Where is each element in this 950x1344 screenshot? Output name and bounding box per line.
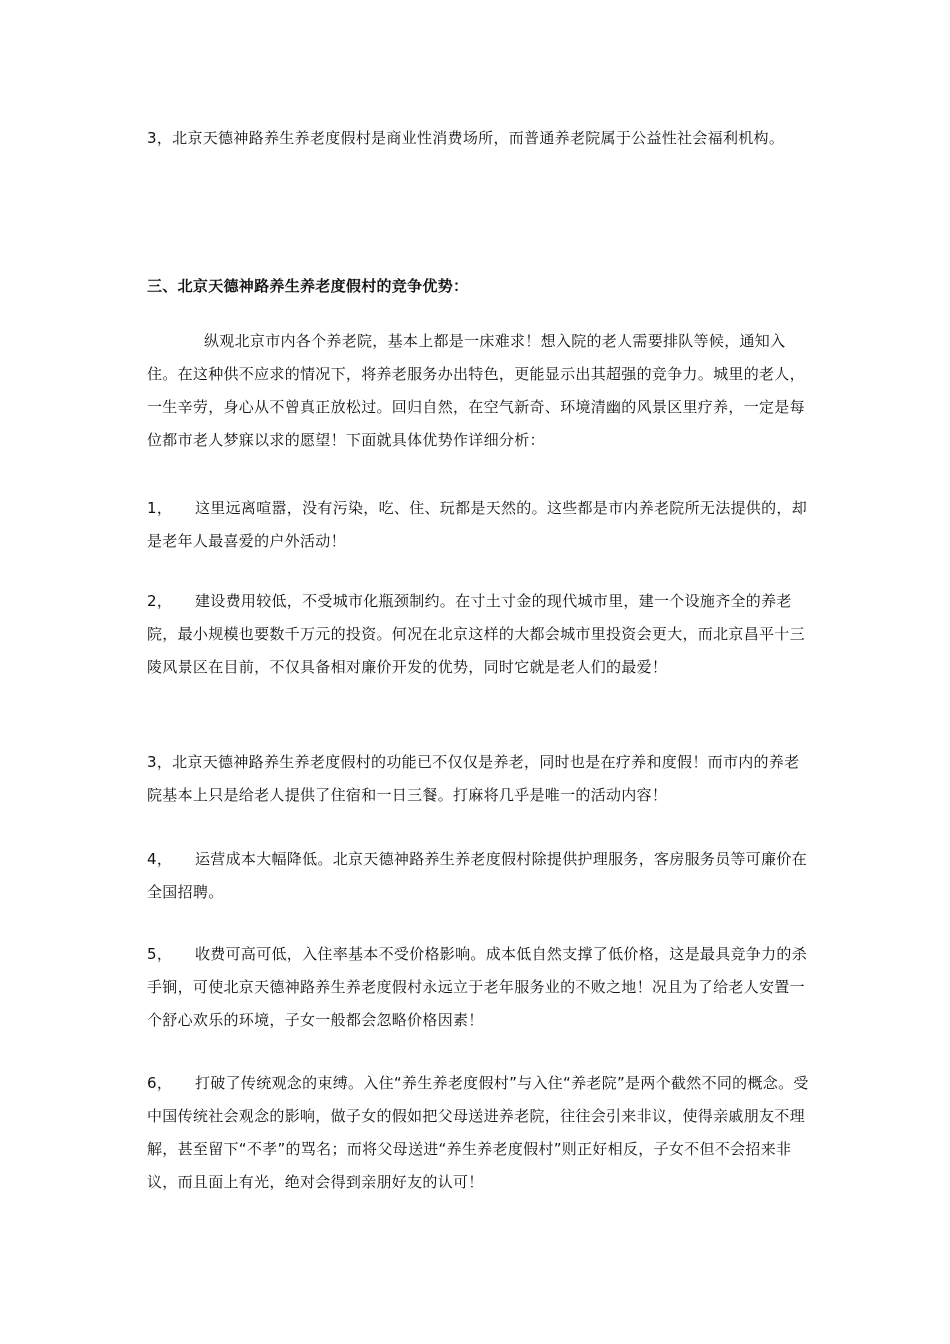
list-item-text: 建设费用较低，不受城市化瓶颈制约。在寸土寸金的现代城市里，建一个设施齐全的养老院，最小规模也要数千万元的投资。何况在北京这样的大都会城市里投资会更大，而北京昌平十三陵风景区在目前，不仅具备相对廉价开发的优势，同时它就是老人们的最爱！ <box>147 592 805 676</box>
list-item-text: 打破了传统观念的束缚。入住“养生养老度假村”与入住“养老院”是两个截然不同的概念。受中国传统社会观念的影响，做子女的假如把父母送进养老院，往往会引来非议，使得亲戚朋友不理解，甚至留下“不孝”的骂名；而将父母送进“养生养老度假村”则正好相反，子女不但不会招来非议，而且面上有光，绝对会得到亲朋好友的认可！ <box>147 1074 809 1191</box>
list-item-number: 4， <box>147 850 173 868</box>
section-heading: 三、北京天德神路养生养老度假村的竞争优势： <box>147 277 469 295</box>
list-item-number: 6， <box>147 1074 173 1092</box>
list-item-text: 运营成本大幅降低。北京天德神路养生养老度假村除提供护理服务，客房服务员等可廉价在全国招聘。 <box>147 850 808 901</box>
list-item <box>147 938 811 1037</box>
paragraph-item-3-previous: 3，北京天德神路养生养老度假村是商业性消费场所，而普通养老院属于公益性社会福利机构。 <box>147 129 785 147</box>
list-item-number: 3， <box>147 753 173 771</box>
list-item <box>147 1067 811 1199</box>
list-item <box>147 492 811 558</box>
intro-paragraph: 纵观北京市内各个养老院，基本上都是一床难求！想入院的老人需要排队等候，通知入住。在这种供不应求的情况下，将养老服务办出特色，更能显示出其超强的竞争力。城里的老人，一生辛劳，身心从不曾真正放松过。回归自然，在空气新奇、环境清幽的风景区里疗养，一定是每位都市老人梦寐以求的愿望！下面就具体优势作详细分析： <box>147 332 805 449</box>
list-item-text: 这里远离喧嚣，没有污染，吃、住、玩都是天然的。这些都是市内养老院所无法提供的，却是老年人最喜爱的户外活动！ <box>147 499 808 550</box>
list-item-text: 北京天德神路养生养老度假村的功能已不仅仅是养老，同时也是在疗养和度假！而市内的养老院基本上只是给老人提供了住宿和一日三餐。打麻将几乎是唯一的活动内容！ <box>147 753 800 804</box>
list-item-number: 5， <box>147 945 173 963</box>
list-item <box>147 843 811 909</box>
list-item-number: 2， <box>147 592 173 610</box>
list-item <box>147 746 811 812</box>
list-item-text: 收费可高可低，入住率基本不受价格影响。成本低自然支撑了低价格，这是最具竞争力的杀手锏，可使北京天德神路养生养老度假村永远立于老年服务业的不败之地！况且为了给老人安置一个舒心欢乐的环境，子女一般都会忽略价格因素！ <box>147 945 808 1029</box>
list-item-number: 1， <box>147 499 173 517</box>
list-item <box>147 585 811 684</box>
